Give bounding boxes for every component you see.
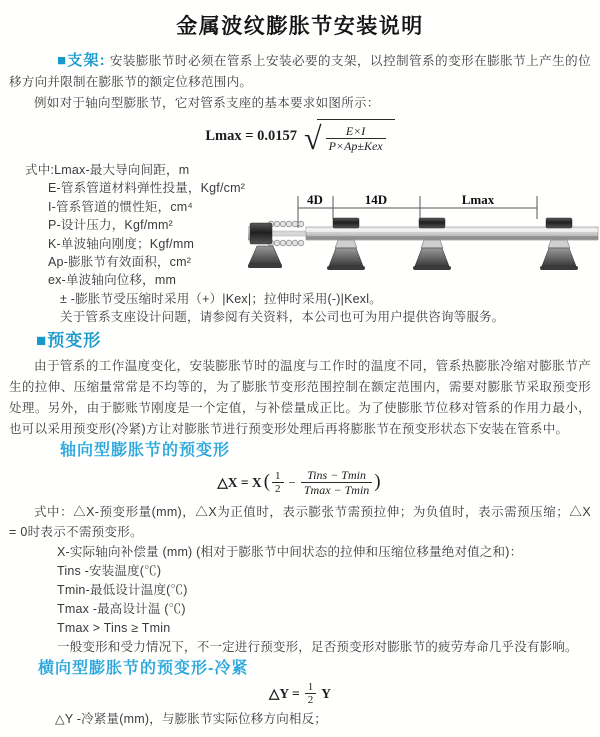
half-denominator: 2 xyxy=(272,482,284,495)
pre-deform-heading: ■预变形 xyxy=(36,330,102,350)
lateral-formula xyxy=(0,681,600,707)
axial-general-note: 一般变形和受力情况下，不一定进行预变形，足否预变形对膨胀节的疲劳寿命几乎没有影响。 xyxy=(57,639,578,654)
var-definition-ap: Ap-膨胀节有效面积，cm² xyxy=(48,255,192,270)
half-numerator: 1 xyxy=(275,470,281,483)
lmax-fraction-numerator: E×I xyxy=(345,124,366,138)
axial-formula xyxy=(0,465,600,501)
temperature-fraction-denominator: Tmax − Tmin xyxy=(301,482,372,497)
pipe xyxy=(248,227,598,240)
axial-formula-lhs: △X = X xyxy=(217,474,262,490)
var-definition-p: P-设计压力，Kgf/mm² xyxy=(48,218,174,233)
axial-param-tmax: Tmax -最高设计温 (℃) xyxy=(57,601,186,616)
temperature-fraction xyxy=(301,468,372,497)
radical-icon: √ xyxy=(304,120,322,157)
lateral-half-numerator: 1 xyxy=(307,681,314,694)
var-definition-e: E-管系管道材料弹性投量，Kgf/cm² xyxy=(48,181,246,196)
page-title: 金属波纹膨胀节安装说明 xyxy=(176,15,424,38)
support-example-text: 例如对于轴向型膨胀节，它对管系支座的基本要求如图所示： xyxy=(34,96,380,110)
lateral-heading: 横向型膨胀节的预变形-冷紧 xyxy=(38,659,249,677)
guide-support-icon xyxy=(540,218,578,270)
one-half-fraction xyxy=(272,470,284,495)
lateral-half-denominator: 2 xyxy=(305,693,317,706)
axial-formula-explain: 式中：△X-预变形量(mm)，△X为正值时，表示膨张节需预拉伸；为负值时，表示需预压缩；△X = 0时表示不需预变形。 xyxy=(9,504,591,540)
lateral-formula-lhs: △Y = xyxy=(269,685,300,701)
lmax-formula-lhs: Lmax = 0.0157 xyxy=(205,127,298,144)
var-definition-k: K-单波轴向刚度；Kgf/mm xyxy=(48,236,195,251)
axial-param-tins: Tins -安装温度(℃) xyxy=(57,563,162,578)
support-intro-text: 安装膨胀节时必须在管系上安装必要的支架，以控制管系的变形在膨胀节上产生的位移方向并限制在膨胀节的额定位移范围内。 xyxy=(9,54,591,89)
var-definition-ex: ex-单波轴向位移，mm xyxy=(48,273,177,288)
dim-label-4d: 4D xyxy=(307,192,323,207)
open-paren: ( xyxy=(263,470,271,492)
square-root-expression xyxy=(304,119,395,157)
lmax-fraction xyxy=(326,124,386,153)
consult-note: 关于管系支座设计问题，请参阅有关资料，本公司也可为用户提供咨询等服务。 xyxy=(60,310,505,325)
guide-support-icon xyxy=(327,218,365,270)
axial-param-relation: Tmax > Tins ≥ Tmin xyxy=(57,620,171,635)
lmax-formula xyxy=(0,118,600,157)
axial-parameter-list xyxy=(57,543,591,657)
close-paren: ) xyxy=(374,470,381,492)
var-definition-i: I-管系管道的惯性矩，cm⁴ xyxy=(48,199,193,214)
dim-label-lmax: Lmax xyxy=(461,192,495,207)
pre-deform-body: 由于管系的工作温度变化，安装膨胀节时的温度与工作时的温度不同，管系热膨胀冷缩对膨胀节产生的拉伸、压缩量常常是不均等的，为了膨胀节变形范围控制在额定范围内，需要对膨胀节采取预变形处理。另外，由于膨账节刚度是一个定值，与补偿量成正比。为了使膨胀节位移对管系的作用力最小，也可以采用预变形(冷紧)方让对膨胀节进行预变形处理后再将膨胀节在预变形状态下安装在管系中。 xyxy=(9,358,591,436)
support-paragraph xyxy=(9,50,591,93)
radicand xyxy=(317,119,395,153)
temperature-fraction-numerator: Tins − Tmin xyxy=(307,468,366,483)
guide-support-icon xyxy=(413,218,451,270)
lmax-fraction-denominator: P×Ap±Kex xyxy=(326,138,386,153)
minus-sign: − xyxy=(288,474,296,490)
var-definition-head: 式中:Lmax-最大导向间距，m xyxy=(25,163,190,177)
plusminus-note: ± -膨胀节受压缩时采用（+）|Kex|；拉伸时采用(-)|Kexl。 xyxy=(60,291,382,306)
axial-heading: 轴向型膨胀节的预变形 xyxy=(60,441,231,459)
lateral-one-half xyxy=(305,681,317,706)
pipe-support-diagram xyxy=(248,190,600,290)
lateral-note: △Y -冷紧量(mm)，与膨胀节实际位移方向相反； xyxy=(55,711,328,726)
support-section-label: ■支架: xyxy=(57,52,106,69)
lateral-formula-rhs: Y xyxy=(321,685,331,701)
axial-param-x: X-实际轴向补偿量 (mm) (相对于膨胀节中间状态的拉伸和压缩位移量绝对值之和)： xyxy=(57,544,523,559)
dim-label-14d: 14D xyxy=(364,192,388,207)
axial-param-tmin: Tmin-最低设计温度(℃) xyxy=(57,582,188,597)
